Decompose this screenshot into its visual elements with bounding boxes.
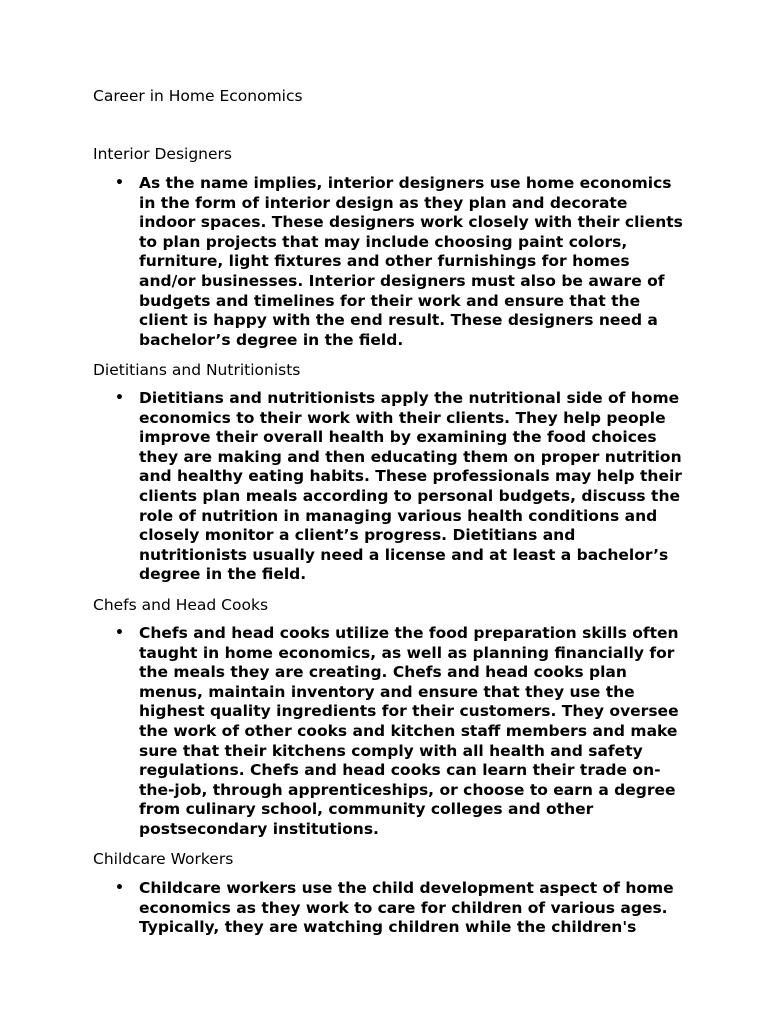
bullet-icon: • <box>115 880 124 896</box>
bullet-icon: • <box>115 390 124 406</box>
section-paragraph-chefs: Chefs and head cooks utilize the food preparation skills often taught in home economics, as well as planning financially for the meals they are creating. Chefs and head cooks plan menus, maintain inventory and ensure that they use the highest quality ingredients for their customers. They oversee the work of other cooks and kitchen staff members and make sure that their kitchens comply with all health and safety regulations. Chefs and head cooks can learn their trade on-the-job, through apprenticeships, or choose to earn a degree from culinary school, community colleges and other postsecondary institutions. <box>139 624 679 838</box>
section-heading-chefs: Chefs and Head Cooks <box>93 596 269 614</box>
section-paragraph-childcare: Childcare workers use the child development aspect of home economics as they work to care for children of various ages. Typically, they are watching children while the children's <box>139 879 674 937</box>
section-heading-dietitians: Dietitians and Nutritionists <box>93 361 301 379</box>
bullet-icon: • <box>115 175 124 191</box>
section-paragraph-dietitians: Dietitians and nutritionists apply the nutritional side of home economics to their work with their clients. They help people improve their overall health by examining the food choices they are making and then educating them on proper nutrition and healthy eating habits. These professionals may help their clients plan meals according to personal budgets, discuss the role of nutrition in managing various health conditions and closely monitor a client’s progress. Dietitians and nutritionists usually need a license and at least a bachelor’s degree in the field. <box>139 389 682 584</box>
document-title: Career in Home Economics <box>93 87 303 105</box>
section-heading-interior-designers: Interior Designers <box>93 145 232 163</box>
bullet-icon: • <box>115 625 124 641</box>
section-paragraph-interior-designers: As the name implies, interior designers use home economics in the form of interior design as they plan and decorate indoor spaces. These designers work closely with their clients to plan projects that may include choosing paint colors, furniture, light fixtures and other furnishings for homes and/or businesses. Interior designers must also be aware of budgets and timelines for their work and ensure that the client is happy with the end result. These designers need a bachelor’s degree in the field. <box>139 174 683 349</box>
section-heading-childcare: Childcare Workers <box>93 850 234 868</box>
